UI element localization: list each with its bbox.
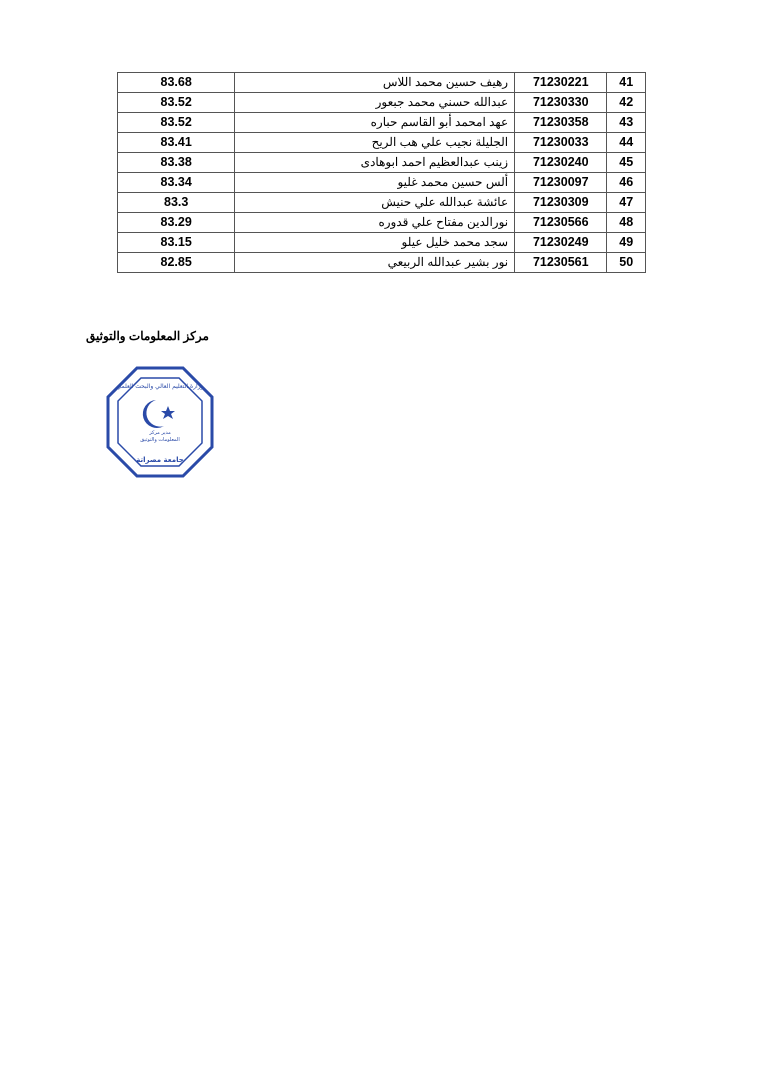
student-id-cell: 71230033 [515, 133, 607, 153]
score-cell: 83.29 [118, 213, 235, 233]
name-cell: ألس حسين محمد غليو [235, 173, 515, 193]
score-cell: 83.68 [118, 73, 235, 93]
row-number-cell: 50 [607, 253, 646, 273]
table-row [118, 233, 646, 253]
row-number-cell: 42 [607, 93, 646, 113]
student-id-cell: 71230309 [515, 193, 607, 213]
name-cell: زينب عبدالعظيم احمد ابوهادى [235, 153, 515, 173]
row-number-cell: 45 [607, 153, 646, 173]
svg-text:وزارة التعليم العالي والبحث ال: وزارة التعليم العالي والبحث العلمي [116, 383, 204, 390]
name-cell: نورالدين مفتاح علي قدوره [235, 213, 515, 233]
table-row [118, 93, 646, 113]
row-number-cell: 44 [607, 133, 646, 153]
name-cell: عهد امحمد أبو القاسم حباره [235, 113, 515, 133]
official-stamp [104, 364, 216, 480]
score-cell: 83.38 [118, 153, 235, 173]
name-cell: سجد محمد خليل عيلو [235, 233, 515, 253]
name-cell: عبدالله حسني محمد جبعور [235, 93, 515, 113]
row-number-cell: 49 [607, 233, 646, 253]
score-cell: 83.52 [118, 113, 235, 133]
score-cell: 83.15 [118, 233, 235, 253]
crescent-icon [143, 400, 164, 428]
score-cell: 83.3 [118, 193, 235, 213]
student-id-cell: 71230249 [515, 233, 607, 253]
results-table [117, 72, 646, 273]
table-row [118, 153, 646, 173]
table-row [118, 253, 646, 273]
score-cell: 83.34 [118, 173, 235, 193]
name-cell: نور بشير عبدالله الربيعي [235, 253, 515, 273]
table-row [118, 213, 646, 233]
table-row [118, 113, 646, 133]
row-number-cell: 47 [607, 193, 646, 213]
student-id-cell: 71230240 [515, 153, 607, 173]
student-id-cell: 71230330 [515, 93, 607, 113]
student-id-cell: 71230358 [515, 113, 607, 133]
score-cell: 82.85 [118, 253, 235, 273]
table-row [118, 173, 646, 193]
name-cell: رهيف حسين محمد اللاس [235, 73, 515, 93]
student-id-cell: 71230561 [515, 253, 607, 273]
student-id-cell: 71230097 [515, 173, 607, 193]
svg-text:جامعة مصراتة: جامعة مصراتة [136, 456, 184, 464]
name-cell: عائشة عبدالله علي حنيش [235, 193, 515, 213]
table-row [118, 193, 646, 213]
star-icon [161, 406, 175, 419]
table-row [118, 133, 646, 153]
name-cell: الجليلة نجيب علي هب الريح [235, 133, 515, 153]
row-number-cell: 48 [607, 213, 646, 233]
table-row [118, 73, 646, 93]
svg-text:مدير مركز: مدير مركز [149, 430, 171, 436]
student-id-cell: 71230221 [515, 73, 607, 93]
row-number-cell: 46 [607, 173, 646, 193]
score-cell: 83.52 [118, 93, 235, 113]
row-number-cell: 43 [607, 113, 646, 133]
signature-label: مركز المعلومات والتوثيق [86, 329, 209, 343]
row-number-cell: 41 [607, 73, 646, 93]
svg-text:المعلومات والتوثيق: المعلومات والتوثيق [140, 437, 180, 443]
score-cell: 83.41 [118, 133, 235, 153]
student-id-cell: 71230566 [515, 213, 607, 233]
